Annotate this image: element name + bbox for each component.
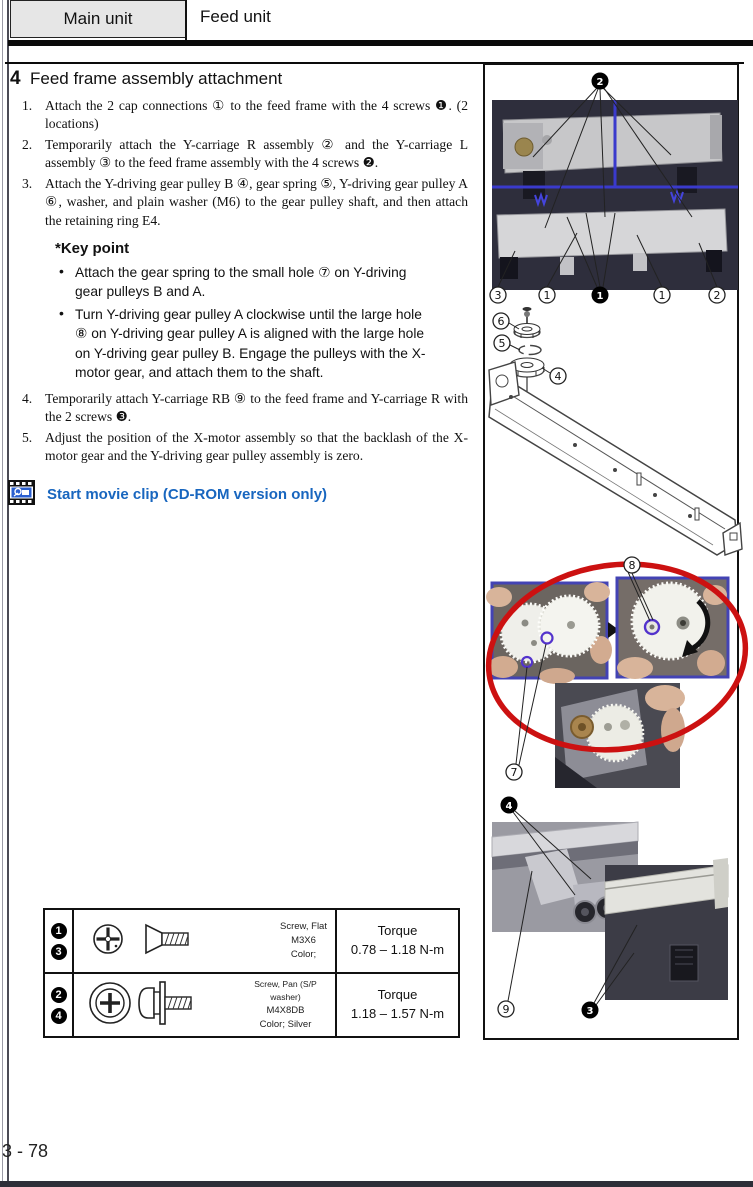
svg-text:3: 3 <box>586 1006 594 1017</box>
figure-panel <box>483 63 739 1040</box>
table-row <box>45 972 458 1036</box>
step-4 <box>22 390 468 427</box>
figure-gear-alignment-photos <box>476 548 753 788</box>
svg-text:1: 1 <box>658 289 666 302</box>
svg-text:4: 4 <box>505 801 513 812</box>
svg-text:2: 2 <box>713 289 721 302</box>
screw-description <box>244 978 327 1032</box>
key-point-block <box>55 240 468 381</box>
flat-screw-icon <box>84 915 234 968</box>
step-5 <box>22 429 468 466</box>
screw-ref-badges <box>45 974 74 1036</box>
screw-spec-table <box>43 908 460 1038</box>
screw-desc-line: Screw, Flat <box>280 920 327 932</box>
svg-text:1: 1 <box>543 289 551 302</box>
movie-clip-link-label: Start movie clip (CD-ROM version only) <box>47 486 328 504</box>
pan-washer-screw-icon <box>84 976 244 1035</box>
key-point-bullet-2 <box>55 305 433 381</box>
svg-text:7: 7 <box>510 766 518 779</box>
svg-text:6: 6 <box>497 315 505 328</box>
step-3 <box>22 175 468 230</box>
step-2-text: Temporarily attach the Y-carriage R assembly ② and the Y-carriage L assembly ③ to the feed frame assembly with the 4 screws ❷. <box>45 136 468 171</box>
screw-desc-line: Screw, Pan (S/P washer) <box>254 978 317 1002</box>
figure-gear-pulley-diagram <box>489 307 742 555</box>
svg-text:5: 5 <box>498 337 506 350</box>
screw-desc-line: M4X8DB <box>266 1004 305 1016</box>
page-edge-line <box>2 0 3 1187</box>
instruction-column <box>10 68 468 510</box>
svg-text:3: 3 <box>494 289 502 302</box>
svg-text:4: 4 <box>554 370 562 383</box>
figure-carriage-photos <box>492 797 728 1018</box>
header-tab-main-unit <box>10 0 186 38</box>
torque-value: 0.78 – 1.18 N-m <box>350 942 445 957</box>
torque-label: Torque <box>377 987 418 1003</box>
key-point-title: *Key point <box>55 240 130 258</box>
screw-desc-cell <box>74 910 337 972</box>
bullet-marker: • <box>59 263 64 280</box>
svg-text:9: 9 <box>502 1003 510 1016</box>
section-number: 4 <box>10 68 21 89</box>
torque-cell <box>337 974 458 1036</box>
badge-4: 4 <box>51 1008 67 1024</box>
movie-clip-link[interactable] <box>8 480 468 510</box>
step-2 <box>22 136 468 173</box>
step-1 <box>22 97 468 134</box>
screw-desc-line: Color; <box>290 949 317 961</box>
header-tab-feed-unit-label: Feed unit <box>200 7 271 26</box>
step-5-number: 5. <box>22 429 33 445</box>
figure-feed-frame-photo <box>490 73 738 303</box>
step-1-number: 1. <box>22 98 33 113</box>
page-bottom-bar <box>0 1181 753 1187</box>
badge-1: 1 <box>51 923 67 939</box>
section-title: Feed frame assembly attachment <box>30 69 283 88</box>
step-3-number: 3. <box>22 175 33 191</box>
film-clip-icon <box>8 480 35 510</box>
svg-text:1: 1 <box>596 291 604 302</box>
header-tab-main-unit-label: Main unit <box>63 9 133 28</box>
screw-desc-line: M3X6 <box>291 934 316 946</box>
step-1-text: Attach the 2 cap connections ① to the feed frame with the 4 screws ❶. (2 locations) <box>45 98 468 132</box>
svg-text:2: 2 <box>596 77 604 88</box>
header-rule <box>8 40 753 46</box>
badge-2: 2 <box>51 987 67 1003</box>
torque-cell <box>337 910 458 972</box>
header-tab-divider <box>185 0 187 41</box>
step-4-number: 4. <box>22 390 33 406</box>
badge-3: 3 <box>51 944 67 960</box>
key-point-bullet-1 <box>55 263 433 301</box>
page-number: 3 - 78 <box>2 1141 49 1161</box>
table-row <box>45 910 458 972</box>
torque-value: 1.18 – 1.57 N-m <box>350 1006 445 1021</box>
screw-desc-line: Color; Silver <box>259 1018 312 1030</box>
step-2-number: 2. <box>22 136 33 152</box>
screw-description <box>280 920 327 963</box>
torque-label: Torque <box>377 923 418 939</box>
bullet-marker: • <box>59 305 64 322</box>
svg-text:8: 8 <box>628 559 636 572</box>
step-5-text: Adjust the position of the X-motor assembly so that the backlash of the X-motor gear and the Y-driving gear pulley assembly is zero. <box>45 429 468 464</box>
section-heading <box>10 68 468 90</box>
key-point-bullet-1-text: Attach the gear spring to the small hole ⑦ on Y-driving gear pulleys B and A. <box>75 265 407 300</box>
screw-ref-badges <box>45 910 74 972</box>
page-edge-line <box>7 0 9 1181</box>
key-point-bullet-2-text: Turn Y-driving gear pulley A clockwise until the large hole ⑧ on Y-driving gear pulley A is aligned with the large hole on Y-driving gear pulley B. Engage the pulleys with the X-motor gear, and attach them to the shaft. <box>75 307 426 380</box>
step-3-text: Attach the Y-driving gear pulley B ④, gear spring ⑤, Y-driving gear pulley A ⑥, washer, and plain washer (M6) to the gear pulley shaft, and then attach the retaining ring E4. <box>45 175 468 228</box>
step-4-text: Temporarily attach Y-carriage RB ⑨ to the feed frame and Y-carriage R with the 2 screws ❸. <box>45 390 468 425</box>
screw-desc-cell <box>74 974 337 1036</box>
